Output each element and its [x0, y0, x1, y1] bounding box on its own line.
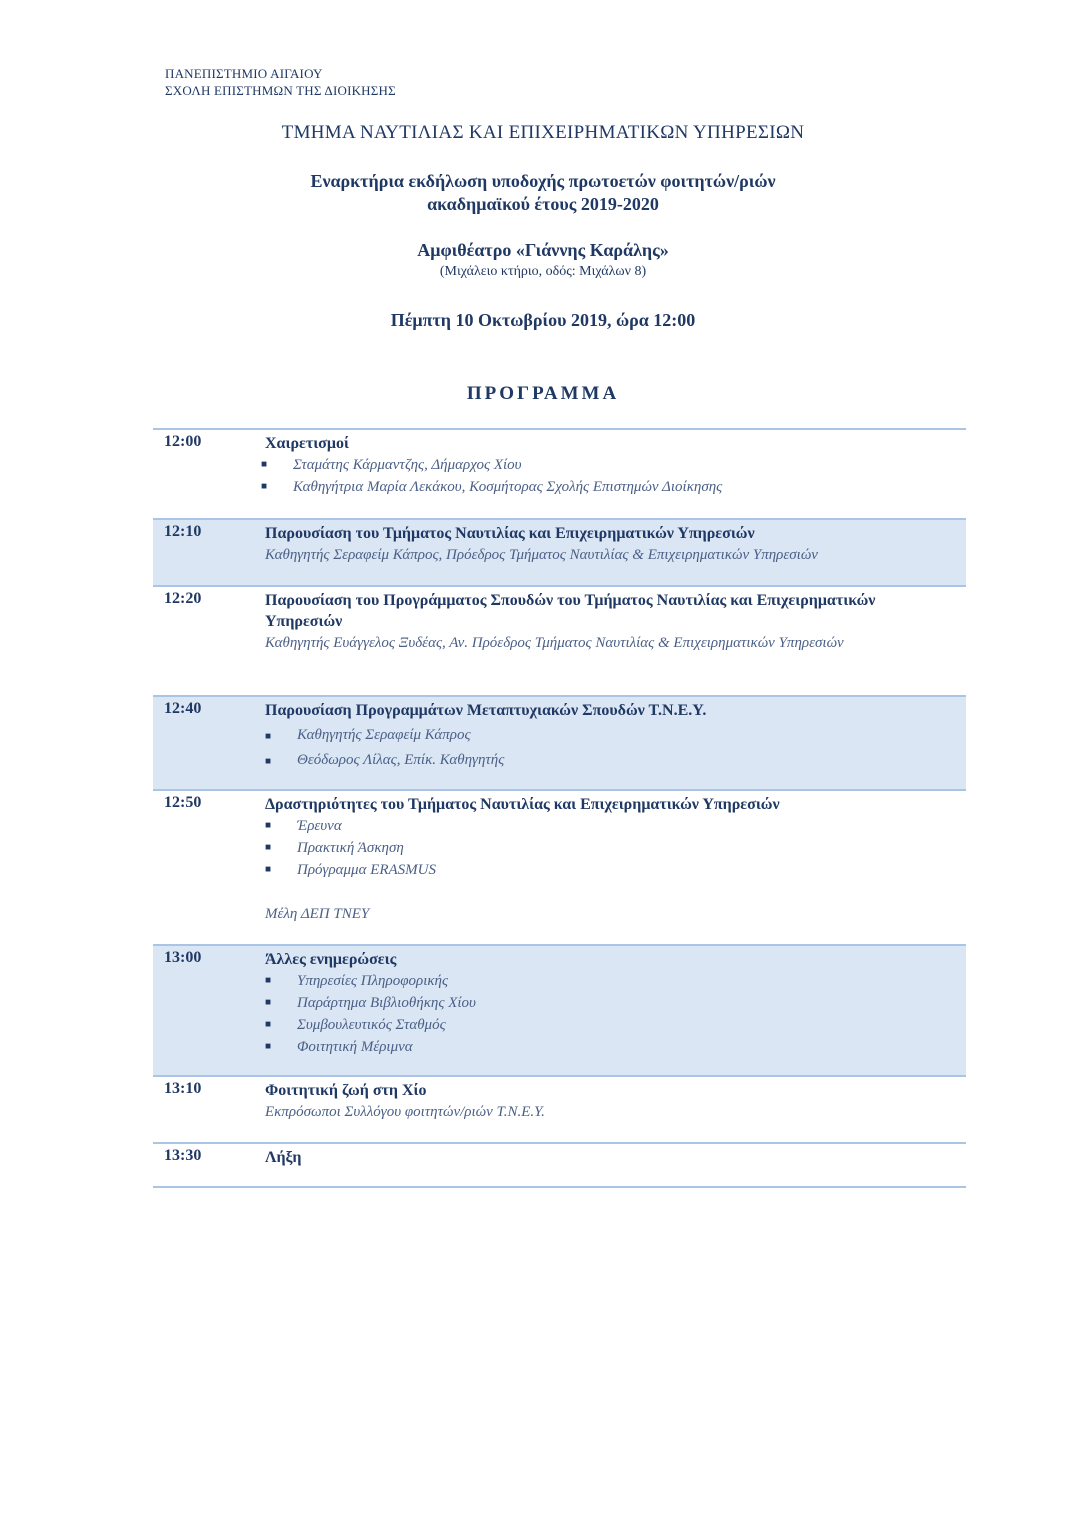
schedule-time: 13:30: [164, 1147, 202, 1164]
list-item: ■ Σταμάτης Κάρμαντζης, Δήμαρχος Χίου: [261, 454, 958, 476]
schedule-row: [153, 518, 966, 585]
schedule-bullets: [261, 454, 958, 498]
bullet-icon: ■: [265, 820, 272, 831]
schedule-title: Παρουσίαση του Προγράμματος Σπουδών του Τμήματος Ναυτιλίας και Επιχειρηματικών Υπηρεσιών: [265, 592, 876, 630]
schedule-bullets: [265, 970, 958, 1058]
list-item: ■ Καθηγήτρια Μαρία Λεκάκου, Κοσμήτορας Σχολής Επιστημών Διοίκησης: [261, 476, 958, 498]
schedule-table: [153, 428, 966, 1188]
schedule-speaker: Μέλη ΔΕΠ ΤΝΕΥ: [265, 906, 370, 922]
schedule-title: Άλλες ενημερώσεις: [265, 951, 397, 968]
schedule-title: Φοιτητική ζωή στη Χίο: [265, 1082, 427, 1099]
venue-name: Αμφιθέατρο «Γιάννης Καράλης»: [417, 240, 669, 260]
schedule-title: Λήξη: [265, 1149, 302, 1166]
bullet-icon: ■: [265, 756, 272, 767]
schedule-title: Χαιρετισμοί: [265, 435, 349, 452]
bullet-icon: ■: [265, 997, 272, 1008]
schedule-speaker: Καθηγητής Σεραφείμ Κάπρος, Πρόεδρος Τμήματος Ναυτιλίας & Επιχειρηματικών Υπηρεσιών: [265, 547, 818, 563]
bullet-icon: ■: [265, 1019, 272, 1030]
event-title-line1: Εναρκτήρια εκδήλωση υποδοχής πρωτοετών φοιτητών/ριών: [310, 171, 776, 191]
schedule-time: 13:10: [164, 1080, 202, 1097]
schedule-row: [153, 789, 966, 944]
schedule-speaker: Εκπρόσωποι Συλλόγου φοιτητών/ριών Τ.Ν.Ε.Υ.: [265, 1104, 545, 1120]
schedule-speaker: Καθηγητής Ευάγγελος Ξυδέας, Αν. Πρόεδρος Τμήματος Ναυτιλίας & Επιχειρηματικών Υπηρεσιών: [265, 635, 844, 651]
list-item: ■ Φοιτητική Μέριμνα: [265, 1036, 958, 1058]
schedule-time: 13:00: [164, 949, 202, 966]
schedule-time: 12:00: [164, 433, 202, 450]
bullet-icon: ■: [265, 842, 272, 853]
schedule-time: 12:50: [164, 794, 202, 811]
schedule-row: [153, 585, 966, 695]
list-item: ■ Πρόγραμμα ERASMUS: [265, 859, 958, 881]
list-item: ■ Πρακτική Άσκηση: [265, 837, 958, 859]
schedule-row: [153, 695, 966, 789]
event-title-line2: ακαδημαϊκού έτους 2019-2020: [427, 194, 659, 214]
schedule-time: 12:40: [164, 700, 202, 717]
schedule-content: [261, 433, 958, 498]
schedule-row: [153, 428, 966, 518]
list-item: ■ Καθηγητής Σεραφείμ Κάπρος: [265, 723, 958, 748]
schedule-title: Παρουσίαση του Τμήματος Ναυτιλίας και Επιχειρηματικών Υπηρεσιών: [265, 525, 755, 542]
school-name: ΣΧΟΛΗ ΕΠΙΣΤΗΜΩΝ ΤΗΣ ΔΙΟΙΚΗΣΗΣ: [165, 83, 396, 98]
schedule-title: Παρουσίαση Προγραμμάτων Μεταπτυχιακών Σπουδών Τ.Ν.Ε.Υ.: [265, 702, 707, 719]
list-item: ■ Θεόδωρος Λίλας, Επίκ. Καθηγητής: [265, 748, 958, 773]
schedule-content: [265, 1147, 958, 1168]
schedule-time: 12:10: [164, 523, 202, 540]
list-item: ■ Έρευνα: [265, 815, 958, 837]
bullet-icon: ■: [261, 459, 268, 470]
spacer: [265, 881, 958, 903]
bullet-icon: ■: [265, 864, 272, 875]
schedule-content: [265, 700, 958, 773]
schedule-content: [265, 590, 906, 654]
schedule-row: [153, 944, 966, 1075]
schedule-content: [265, 949, 958, 1058]
schedule-bullets: [265, 815, 958, 881]
schedule-row: [153, 1075, 966, 1142]
department-title: ΤΜΗΜΑ ΝΑΥΤΙΛΙΑΣ ΚΑΙ ΕΠΙΧΕΙΡΗΜΑΤΙΚΩΝ ΥΠΗΡΕΣΙΩΝ: [281, 122, 805, 143]
schedule-title: Δραστηριότητες του Τμήματος Ναυτιλίας και Επιχειρηματικών Υπηρεσιών: [265, 796, 780, 813]
university-name: ΠΑΝΕΠΙΣΤΗΜΙΟ ΑΙΓΑΙΟΥ: [165, 66, 323, 81]
event-title: [0, 170, 1086, 216]
list-item: ■ Παράρτημα Βιβλιοθήκης Χίου: [265, 992, 958, 1014]
university-header: [165, 65, 396, 99]
venue-address: (Μιχάλειο κτήριο, οδός: Μιχάλων 8): [439, 264, 647, 279]
bullet-icon: ■: [261, 481, 268, 492]
schedule-content: [265, 794, 958, 925]
program-heading: ΠΡΟΓΡΑΜΜΑ: [466, 383, 620, 404]
schedule-content: [265, 1080, 958, 1123]
bullet-icon: ■: [265, 975, 272, 986]
list-item: ■ Υπηρεσίες Πληροφορικής: [265, 970, 958, 992]
schedule-time: 12:20: [164, 590, 202, 607]
bullet-icon: ■: [265, 1041, 272, 1052]
schedule-row: [153, 1142, 966, 1188]
schedule-content: [265, 523, 958, 566]
list-item: ■ Συμβουλευτικός Σταθμός: [265, 1014, 958, 1036]
bullet-icon: ■: [265, 731, 272, 742]
schedule-bullets: [265, 723, 958, 773]
event-datetime: Πέμπτη 10 Οκτωβρίου 2019, ώρα 12:00: [390, 310, 696, 330]
